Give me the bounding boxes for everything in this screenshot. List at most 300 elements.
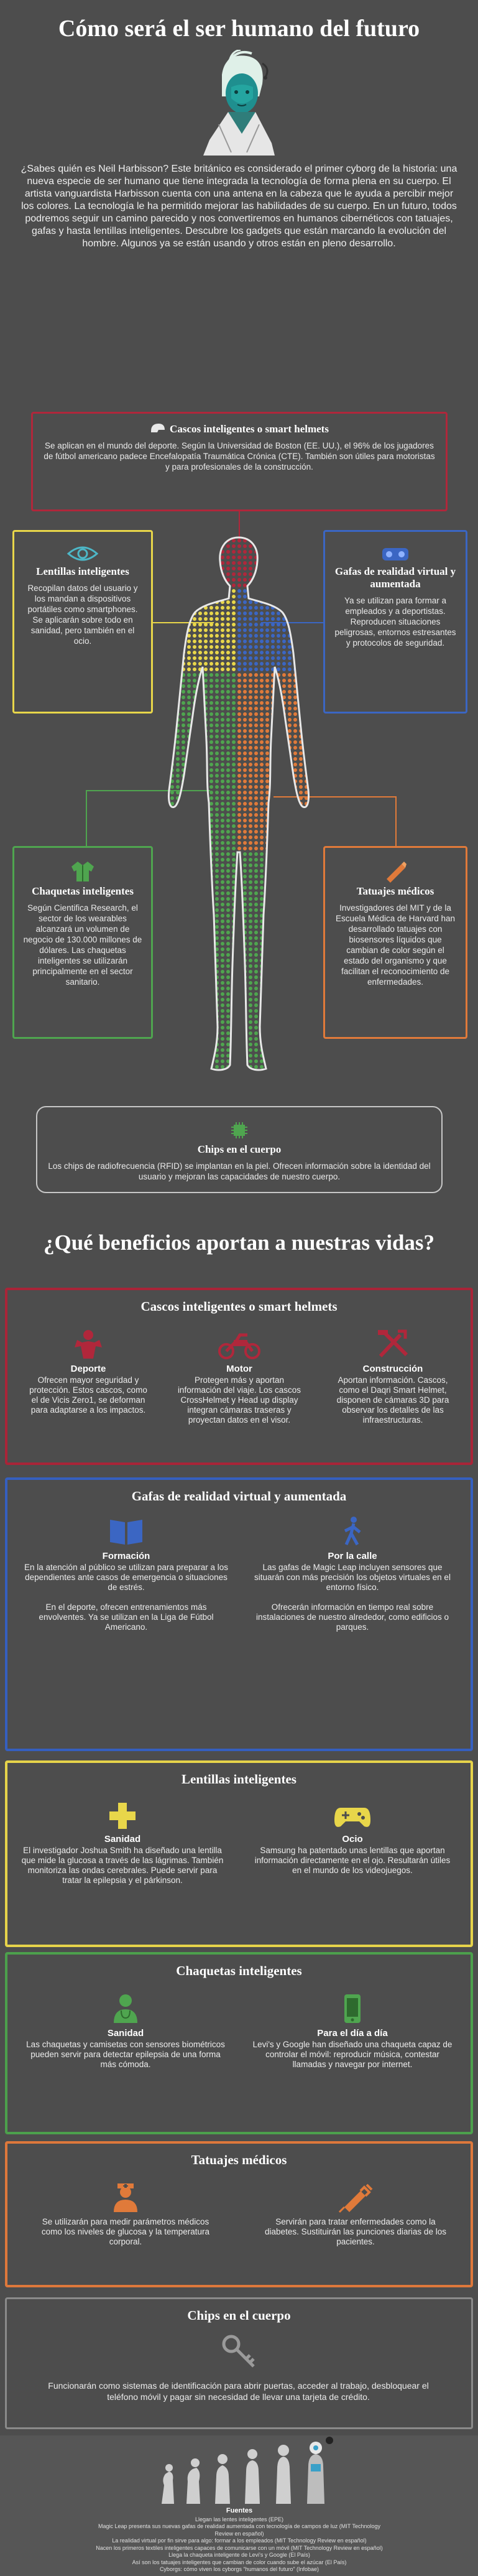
body-dot bbox=[209, 1037, 213, 1041]
body-dot bbox=[305, 1048, 308, 1052]
body-dot bbox=[226, 690, 230, 694]
body-dot bbox=[254, 903, 258, 906]
body-dot bbox=[165, 981, 168, 985]
body-dot bbox=[265, 975, 269, 979]
body-dot bbox=[204, 578, 208, 582]
body-dot bbox=[232, 606, 236, 610]
body-dot bbox=[260, 544, 264, 548]
body-dot bbox=[288, 578, 292, 582]
body-dot bbox=[243, 679, 247, 682]
body-dot bbox=[305, 919, 308, 923]
body-dot bbox=[305, 942, 308, 946]
benefit-column bbox=[262, 2178, 449, 2247]
body-dot bbox=[310, 623, 314, 626]
body-dot bbox=[182, 886, 185, 890]
body-dot bbox=[176, 757, 180, 761]
body-dot bbox=[265, 578, 269, 582]
body-dot bbox=[193, 628, 196, 632]
body-dot bbox=[193, 953, 196, 957]
body-dot bbox=[215, 779, 219, 783]
body-dot bbox=[215, 925, 219, 929]
body-dot bbox=[277, 992, 280, 996]
body-dot bbox=[243, 891, 247, 895]
body-dot bbox=[204, 634, 208, 638]
body-dot bbox=[254, 830, 258, 834]
body-dot bbox=[260, 539, 264, 542]
body-dot bbox=[310, 544, 314, 548]
body-dot bbox=[215, 847, 219, 850]
body-dot bbox=[170, 785, 174, 789]
body-dot bbox=[165, 634, 168, 638]
body-dot bbox=[310, 679, 314, 682]
body-dot bbox=[209, 791, 213, 794]
body-dot bbox=[243, 662, 247, 666]
body-dot bbox=[265, 628, 269, 632]
body-dot bbox=[198, 779, 202, 783]
body-dot bbox=[193, 796, 196, 800]
body-dot bbox=[237, 998, 241, 1002]
body-dot bbox=[288, 959, 292, 962]
body-dot bbox=[271, 1020, 275, 1024]
body-dot bbox=[265, 606, 269, 610]
benefit-text: Levi's y Google han diseñado una chaqueta capaz de controlar el móvil: reproducir música, contestar llamadas y navegar por internet. bbox=[252, 2040, 453, 2069]
body-dot bbox=[221, 947, 224, 951]
body-dot bbox=[305, 936, 308, 940]
body-dot bbox=[288, 947, 292, 951]
body-dot bbox=[249, 936, 252, 940]
body-dot bbox=[265, 589, 269, 593]
body-dot bbox=[282, 970, 286, 974]
body-dot bbox=[249, 914, 252, 918]
body-dot bbox=[299, 807, 303, 811]
body-dot bbox=[249, 847, 252, 850]
body-dot bbox=[221, 746, 224, 750]
body-dot bbox=[282, 763, 286, 766]
body-dot bbox=[237, 813, 241, 817]
body-dot bbox=[260, 847, 264, 850]
body-dot bbox=[288, 611, 292, 615]
body-dot bbox=[226, 791, 230, 794]
body-dot bbox=[170, 707, 174, 710]
body-dot bbox=[193, 589, 196, 593]
body-dot bbox=[277, 847, 280, 850]
body-dot bbox=[254, 735, 258, 738]
body-dot bbox=[209, 623, 213, 626]
body-dot bbox=[288, 1065, 292, 1069]
body-dot bbox=[226, 835, 230, 839]
body-dot bbox=[277, 886, 280, 890]
body-dot bbox=[254, 875, 258, 878]
body-dot bbox=[237, 751, 241, 755]
body-dot bbox=[170, 1026, 174, 1030]
body-dot bbox=[221, 1071, 224, 1074]
body-dot bbox=[282, 1059, 286, 1063]
body-dot bbox=[271, 751, 275, 755]
body-dot bbox=[232, 578, 236, 582]
body-dot bbox=[293, 595, 297, 598]
body-dot bbox=[277, 1015, 280, 1018]
body-dot bbox=[293, 992, 297, 996]
body-dot bbox=[198, 768, 202, 772]
body-dot bbox=[288, 936, 292, 940]
body-dot bbox=[293, 903, 297, 906]
body-dot bbox=[243, 802, 247, 806]
body-dot bbox=[288, 544, 292, 548]
body-dot bbox=[271, 981, 275, 985]
body-dot bbox=[176, 891, 180, 895]
body-dot bbox=[165, 992, 168, 996]
body-dot bbox=[198, 959, 202, 962]
body-dot bbox=[204, 841, 208, 845]
body-dot bbox=[277, 959, 280, 962]
motorcycle-icon bbox=[218, 1329, 261, 1360]
body-dot bbox=[198, 628, 202, 632]
body-dot bbox=[282, 639, 286, 643]
body-dot bbox=[226, 813, 230, 817]
body-dot bbox=[249, 701, 252, 705]
body-dot bbox=[215, 768, 219, 772]
intro-paragraph: ¿Sabes quién es Neil Harbisson? Este británico es considerado el primer cyborg de la historia: una nueva especie de ser humano que tiene integrada la tecnología de forma plena en su cuerpo. El artista vanguardista Harbisson cuenta con una antena en la cabeza que le ayuda a percibir mejor los colores. La tecnología le ha permitido mejorar las habilidades de su cuerpo. En un futuro, todos podremos seguir un camino parecido y nos convertiremos en humanos cibernéticos con tatuajes, gafas y hasta lentillas inteligentes. Descubre los gadgets que están marcando la evolución del hombre. Algunos ya se están usando y otros están en pleno desarrollo. bbox=[21, 164, 457, 249]
body-dot bbox=[198, 981, 202, 985]
body-dot bbox=[232, 1015, 236, 1018]
body-dot bbox=[204, 550, 208, 554]
body-dot bbox=[277, 875, 280, 878]
body-dot bbox=[310, 1009, 314, 1013]
body-dot bbox=[254, 539, 258, 542]
body-dot bbox=[209, 606, 213, 610]
body-dot bbox=[305, 667, 308, 671]
source-item: Así son los tatuajes inteligentes que cambian de color cuando sube el azúcar (El País) bbox=[132, 2559, 347, 2565]
body-dot bbox=[204, 936, 208, 940]
body-dot bbox=[254, 897, 258, 901]
body-dot bbox=[237, 729, 241, 733]
body-dot bbox=[232, 779, 236, 783]
body-dot bbox=[265, 779, 269, 783]
body-dot bbox=[254, 578, 258, 582]
body-dot bbox=[277, 891, 280, 895]
body-dot bbox=[198, 847, 202, 850]
body-dot bbox=[254, 662, 258, 666]
body-dot bbox=[204, 903, 208, 906]
body-dot bbox=[249, 651, 252, 654]
body-dot bbox=[243, 707, 247, 710]
body-dot bbox=[182, 897, 185, 901]
body-dot bbox=[209, 785, 213, 789]
body-dot bbox=[209, 639, 213, 643]
body-dot bbox=[187, 886, 191, 890]
body-dot bbox=[215, 813, 219, 817]
body-dot bbox=[260, 556, 264, 559]
body-dot bbox=[237, 584, 241, 587]
body-dot bbox=[198, 695, 202, 699]
body-dot bbox=[215, 556, 219, 559]
body-dot bbox=[165, 606, 168, 610]
body-dot bbox=[198, 600, 202, 604]
body-dot bbox=[299, 869, 303, 873]
body-dot bbox=[193, 992, 196, 996]
body-dot bbox=[193, 718, 196, 722]
body-dot bbox=[282, 584, 286, 587]
body-dot bbox=[237, 1065, 241, 1069]
body-dot bbox=[249, 998, 252, 1002]
body-dot bbox=[170, 623, 174, 626]
body-dot bbox=[277, 578, 280, 582]
body-dot bbox=[310, 936, 314, 940]
body-dot bbox=[204, 656, 208, 660]
body-dot bbox=[226, 684, 230, 688]
body-dot bbox=[165, 746, 168, 750]
body-dot bbox=[282, 1071, 286, 1074]
body-dot bbox=[221, 718, 224, 722]
body-dot bbox=[299, 1020, 303, 1024]
body-dot bbox=[237, 903, 241, 906]
body-dot bbox=[215, 908, 219, 912]
body-dot bbox=[170, 690, 174, 694]
body-dot bbox=[193, 550, 196, 554]
body-dot bbox=[170, 1003, 174, 1007]
body-dot bbox=[232, 869, 236, 873]
body-dot bbox=[209, 578, 213, 582]
body-dot bbox=[187, 942, 191, 946]
body-dot bbox=[282, 987, 286, 990]
body-dot bbox=[176, 556, 180, 559]
body-dot bbox=[310, 740, 314, 744]
body-dot bbox=[293, 875, 297, 878]
body-dot bbox=[176, 1020, 180, 1024]
body-dot bbox=[288, 830, 292, 834]
body-dot bbox=[265, 981, 269, 985]
body-dot bbox=[226, 858, 230, 862]
body-dot bbox=[232, 712, 236, 716]
body-dot bbox=[299, 584, 303, 587]
body-dot bbox=[232, 718, 236, 722]
body-dot bbox=[176, 975, 180, 979]
body-dot bbox=[182, 987, 185, 990]
body-dot bbox=[198, 757, 202, 761]
body-dot bbox=[226, 779, 230, 783]
body-dot bbox=[176, 914, 180, 918]
body-dot bbox=[187, 925, 191, 929]
body-dot bbox=[215, 1054, 219, 1058]
body-dot bbox=[221, 651, 224, 654]
body-dot bbox=[288, 970, 292, 974]
body-dot bbox=[282, 544, 286, 548]
body-dot bbox=[305, 852, 308, 856]
body-dot bbox=[293, 970, 297, 974]
body-dot bbox=[182, 970, 185, 974]
body-dot bbox=[288, 886, 292, 890]
body-dot bbox=[237, 819, 241, 822]
body-dot bbox=[232, 695, 236, 699]
body-dot bbox=[198, 578, 202, 582]
body-dot bbox=[209, 1020, 213, 1024]
body-dot bbox=[310, 735, 314, 738]
body-dot bbox=[249, 897, 252, 901]
body-dot bbox=[170, 667, 174, 671]
body-dot bbox=[237, 589, 241, 593]
body-dot bbox=[182, 533, 185, 537]
body-dot bbox=[193, 578, 196, 582]
body-dot bbox=[170, 589, 174, 593]
body-dot bbox=[282, 891, 286, 895]
body-dot bbox=[277, 807, 280, 811]
body-dot bbox=[198, 556, 202, 559]
body-dot bbox=[310, 656, 314, 660]
body-dot bbox=[277, 617, 280, 621]
body-dot bbox=[165, 690, 168, 694]
body-dot bbox=[170, 634, 174, 638]
body-dot bbox=[282, 600, 286, 604]
body-dot bbox=[215, 550, 219, 554]
body-dot bbox=[237, 600, 241, 604]
body-dot bbox=[305, 1037, 308, 1041]
body-dot bbox=[260, 869, 264, 873]
body-dot bbox=[170, 1031, 174, 1035]
body-dot bbox=[165, 757, 168, 761]
body-dot bbox=[249, 729, 252, 733]
body-dot bbox=[176, 992, 180, 996]
body-dot bbox=[277, 942, 280, 946]
body-dot bbox=[277, 841, 280, 845]
body-dot bbox=[187, 673, 191, 677]
benefits-section-helmets bbox=[5, 1288, 473, 1465]
body-dot bbox=[170, 830, 174, 834]
body-dot bbox=[288, 953, 292, 957]
body-dot bbox=[277, 1071, 280, 1074]
benefit-column bbox=[20, 1802, 225, 1886]
body-dot bbox=[226, 662, 230, 666]
body-dot bbox=[254, 936, 258, 940]
key-icon bbox=[221, 2334, 256, 2369]
body-dot bbox=[176, 964, 180, 968]
body-dot bbox=[176, 880, 180, 884]
body-dot bbox=[226, 897, 230, 901]
body-dot bbox=[237, 959, 241, 962]
body-dot bbox=[265, 735, 269, 738]
body-dot bbox=[260, 774, 264, 778]
body-dot bbox=[176, 774, 180, 778]
body-dot bbox=[209, 936, 213, 940]
body-dot bbox=[226, 998, 230, 1002]
body-dot bbox=[277, 718, 280, 722]
body-dot bbox=[176, 651, 180, 654]
body-dot bbox=[226, 936, 230, 940]
body-dot bbox=[176, 1048, 180, 1052]
body-dot bbox=[277, 667, 280, 671]
body-dot bbox=[249, 600, 252, 604]
feature-title: Gafas de realidad virtual y aumentada bbox=[334, 565, 456, 590]
body-dot bbox=[193, 841, 196, 845]
body-dot bbox=[232, 589, 236, 593]
body-dot bbox=[176, 931, 180, 934]
body-dot bbox=[204, 1043, 208, 1046]
tools-icon bbox=[375, 1329, 410, 1360]
body-dot bbox=[209, 684, 213, 688]
body-dot bbox=[288, 835, 292, 839]
body-dot bbox=[226, 785, 230, 789]
body-dot bbox=[221, 835, 224, 839]
body-dot bbox=[265, 919, 269, 923]
body-dot bbox=[204, 628, 208, 632]
body-dot bbox=[182, 735, 185, 738]
benefit-column bbox=[26, 1329, 150, 1415]
body-dot bbox=[204, 942, 208, 946]
body-dot bbox=[215, 539, 219, 542]
body-dot bbox=[215, 835, 219, 839]
body-dot bbox=[215, 751, 219, 755]
body-dot bbox=[305, 953, 308, 957]
body-dot bbox=[170, 1065, 174, 1069]
body-dot bbox=[249, 880, 252, 884]
body-dot bbox=[299, 987, 303, 990]
body-dot bbox=[254, 863, 258, 867]
body-dot bbox=[293, 914, 297, 918]
body-dot bbox=[198, 751, 202, 755]
body-dot bbox=[226, 651, 230, 654]
body-dot bbox=[198, 880, 202, 884]
body-dot bbox=[182, 740, 185, 744]
body-dot bbox=[254, 975, 258, 979]
body-dot bbox=[170, 1043, 174, 1046]
body-dot bbox=[271, 813, 275, 817]
body-dot bbox=[237, 1059, 241, 1063]
body-dot bbox=[226, 673, 230, 677]
body-dot bbox=[176, 1015, 180, 1018]
body-dot bbox=[271, 964, 275, 968]
source-item: Cyborgs: cómo viven los cyborgs “humanos del futuro” (Infobae) bbox=[159, 2566, 319, 2572]
body-dot bbox=[198, 964, 202, 968]
body-dot bbox=[187, 875, 191, 878]
body-dot bbox=[293, 1015, 297, 1018]
body-dot bbox=[299, 751, 303, 755]
body-dot bbox=[187, 1054, 191, 1058]
phone-icon bbox=[342, 1993, 362, 2024]
body-dot bbox=[170, 1048, 174, 1052]
body-dot bbox=[310, 1020, 314, 1024]
body-dot bbox=[271, 1059, 275, 1063]
body-dot bbox=[254, 1020, 258, 1024]
body-dot bbox=[277, 1043, 280, 1046]
body-dot bbox=[170, 561, 174, 565]
body-dot bbox=[209, 987, 213, 990]
body-dot bbox=[299, 656, 303, 660]
chip-icon bbox=[229, 1120, 250, 1141]
body-dot bbox=[215, 651, 219, 654]
body-dot bbox=[293, 1009, 297, 1013]
body-dot bbox=[198, 875, 202, 878]
body-dot bbox=[176, 763, 180, 766]
body-dot bbox=[170, 998, 174, 1002]
body-dot bbox=[305, 824, 308, 828]
body-dot bbox=[198, 740, 202, 744]
body-dot bbox=[243, 1071, 247, 1074]
body-dot bbox=[237, 785, 241, 789]
body-dot bbox=[299, 886, 303, 890]
body-dot bbox=[260, 729, 264, 733]
body-dot bbox=[215, 841, 219, 845]
body-dot bbox=[204, 819, 208, 822]
body-dot bbox=[288, 987, 292, 990]
benefit-text-secondary: En el deporte, ofrecen entrenamientos más envolventes. Ya se utilizan en la Liga de Fútbol Americano. bbox=[39, 1602, 214, 1632]
body-dot bbox=[277, 533, 280, 537]
body-dot bbox=[265, 925, 269, 929]
body-dot bbox=[288, 819, 292, 822]
body-dot bbox=[254, 651, 258, 654]
body-dot bbox=[221, 1037, 224, 1041]
body-dot bbox=[254, 791, 258, 794]
body-dot bbox=[282, 556, 286, 559]
body-dot bbox=[176, 785, 180, 789]
